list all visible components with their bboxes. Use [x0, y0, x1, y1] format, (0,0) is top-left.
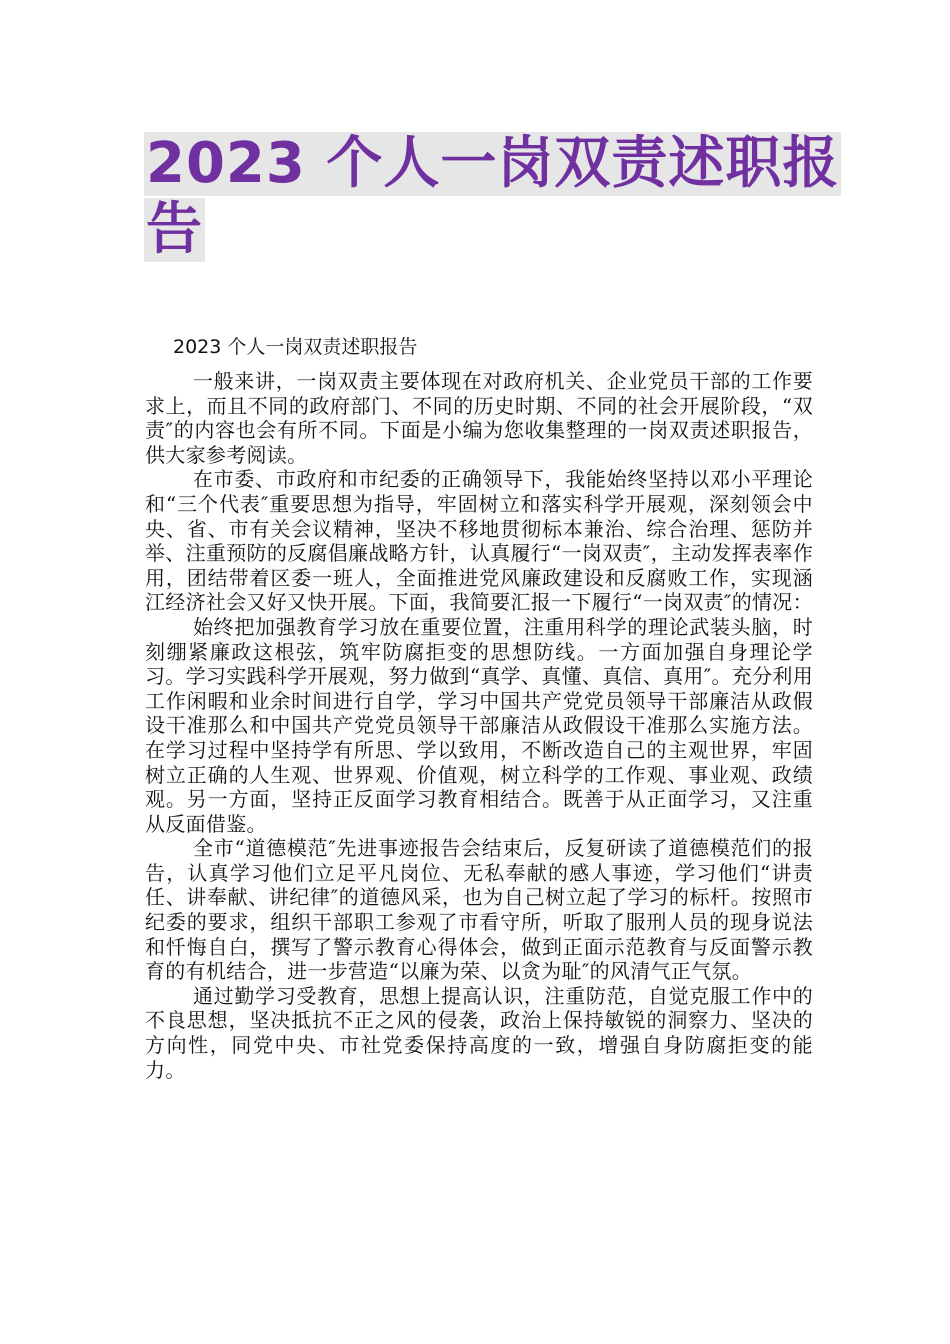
body-paragraph: 始终把加强教育学习放在重要位置，注重用科学的理论武装头脑，时刻绷紧廉政这根弦，筑牢防腐拒变的思想防线。一方面加强自身理论学习。学习实践科学开展观，努力做到“真学、真懂、真信、真用″。充分利用工作闲暇和业余时间进行自学，学习中国共产党党员领导干部廉洁从政假设干准那么和中国共产党党员领导干部廉洁从政假设干准那么实施方法。在学习过程中坚持学有所思、学以致用，不断改造自己的主观世界，牢固树立正确的人生观、世界观、价值观，树立科学的工作观、事业观、政绩观。另一方面，坚持正反面学习教育相结合。既善于从正面学习，又注重从反面借鉴。: [145, 614, 813, 836]
document-body: [145, 333, 813, 1082]
title-line-2: 告: [146, 197, 203, 262]
document-title: [144, 131, 840, 264]
title-line-1: 2023 个人一岗双责述职报: [146, 131, 840, 196]
body-paragraph: 全市“道德模范″先进事迹报告会结束后，反复研读了道德模范们的报告，认真学习他们立足平凡岗位、无私奉献的感人事迹，学习他们“讲责任、讲奉献、讲纪律″的道德风采，也为自己树立起了学习的标杆。按照市纪委的要求，组织干部职工参观了市看守所，听取了服刑人员的现身说法和忏悔自白，撰写了警示教育心得体会，做到正面示范教育与反面警示教育的有机结合，进一步营造“以廉为荣、以贪为耻″的风清气正气氛。: [145, 836, 813, 984]
body-paragraph: 在市委、市政府和市纪委的正确领导下，我能始终坚持以邓小平理论和“三个代表″重要思想为指导，牢固树立和落实科学开展观，深刻领会中央、省、市有关会议精神，坚决不移地贯彻标本兼治、综合治理、惩防并举、注重预防的反腐倡廉战略方针，认真履行“一岗双责″，主动发挥表率作用，团结带着区委一班人，全面推进党风廉政建设和反腐败工作，实现涵江经济社会又好又快开展。下面，我简要汇报一下履行“一岗双责″的情况：: [145, 467, 813, 615]
body-paragraph: 一般来讲，一岗双责主要体现在对政府机关、企业党员干部的工作要求上，而且不同的政府部门、不同的历史时期、不同的社会开展阶段，“双责″的内容也会有所不同。下面是小编为您收集整理的一岗双责述职报告，供大家参考阅读。: [145, 369, 813, 467]
body-paragraph: 通过勤学习受教育，思想上提高认识，注重防范，自觉克服工作中的不良思想，坚决抵抗不正之风的侵袭，政治上保持敏锐的洞察力、坚决的方向性，同党中央、市社党委保持高度的一致，增强自身防腐拒变的能力。: [145, 983, 813, 1082]
document-subtitle: 2023 个人一岗双责述职报告: [173, 336, 418, 358]
